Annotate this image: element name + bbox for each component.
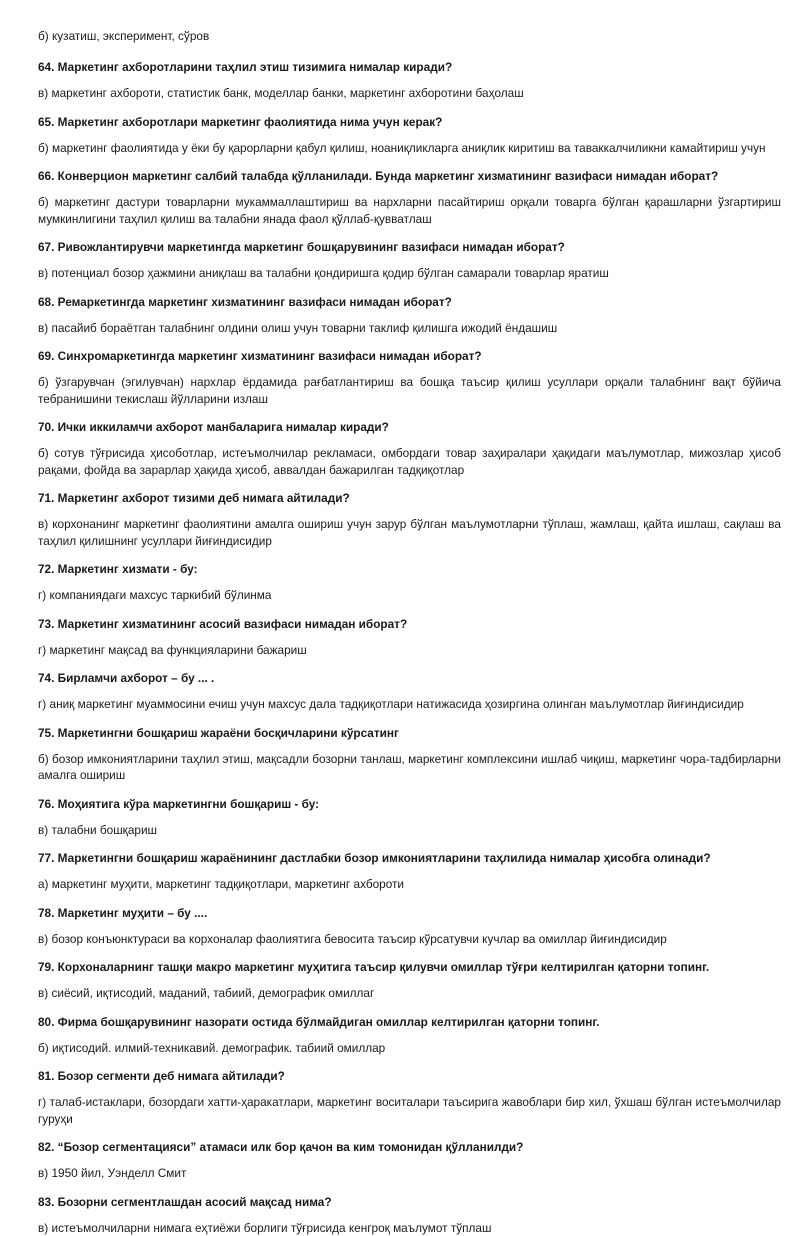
answer-text: б) маркетинг фаолиятида у ёки бу қарорларни қабул қилиш, ноаниқликларга аниқлик киритиш ва таваккалчиликни камайтириш учун	[38, 140, 781, 157]
qa-item	[38, 851, 781, 893]
question-text: 83. Бозорни сегментлашдан асосий мақсад нима?	[38, 1195, 781, 1210]
answer-text: б) маркетинг дастури товарларни мукаммаллаштириш ва нархларни пасайтириш орқали товарга бўлган қарашларни ўзгартириш мумкинлигини таҳлил қилиш ва талабни янада фаол қўллаб-қувватлаш	[38, 194, 781, 227]
answer-text: а) маркетинг муҳити, маркетинг тадқиқотлари, маркетинг ахбороти	[38, 876, 781, 893]
qa-item	[38, 60, 781, 102]
question-text: 76. Моҳиятига кўра маркетингни бошқариш - бу:	[38, 797, 781, 812]
qa-item	[38, 960, 781, 1002]
answer-text: в) 1950 йил, Уэнделл Смит	[38, 1165, 781, 1182]
question-text: 69. Синхромаркетингда маркетинг хизматининг вазифаси нимадан иборат?	[38, 349, 781, 364]
answer-text: г) компаниядаги махсус таркибий бўлинма	[38, 587, 781, 604]
question-text: 81. Бозор сегменти деб нимага айтилади?	[38, 1069, 781, 1084]
qa-item	[38, 295, 781, 337]
question-text: 74. Бирламчи ахборот – бу ... .	[38, 671, 781, 686]
qa-item	[38, 797, 781, 839]
answer-text: г) аниқ маркетинг муаммосини ечиш учун махсус дала тадқиқотлари натижасида ҳозиргина олинган маълумотлар йиғиндисидир	[38, 696, 781, 713]
question-text: 73. Маркетинг хизматининг асосий вазифаси нимадан иборат?	[38, 617, 781, 632]
answer-text: в) истеъмолчиларни нимага еҳтиёжи борлиги тўғрисида кенгроқ маълумот тўплаш	[38, 1220, 781, 1236]
qa-item	[38, 906, 781, 948]
question-text: 71. Маркетинг ахборот тизими деб нимага айтилади?	[38, 491, 781, 506]
question-text: 79. Корхоналарнинг ташқи макро маркетинг муҳитига таъсир қилувчи омиллар тўғри келтирилган қаторни топинг.	[38, 960, 781, 975]
answer-text: в) сиёсий, иқтисодий, маданий, табиий, демографик омиллаг	[38, 985, 781, 1002]
question-text: 77. Маркетингни бошқариш жараёнининг дастлабки бозор имкониятларини таҳлилида нималар ҳисобга олинади?	[38, 851, 781, 866]
question-text: 78. Маркетинг муҳити – бу ....	[38, 906, 781, 921]
qa-item	[38, 349, 781, 407]
question-text: 80. Фирма бошқарувининг назорати остида бўлмайдиган омиллар келтирилган қаторни топинг.	[38, 1015, 781, 1030]
qa-item	[38, 240, 781, 282]
answer-text: в) бозор конъюнктураси ва корхоналар фаолиятига бевосита таъсир кўрсатувчи кучлар ва омиллар йиғиндисидир	[38, 931, 781, 948]
qa-item	[38, 671, 781, 713]
answer-text: б) бозор имкониятларини таҳлил этиш, мақсадли бозорни танлаш, маркетинг комплексини ишлаб чиқиш, маркетинг чора-тадбирларни амалга ошириш	[38, 751, 781, 784]
answer-text: г) маркетинг мақсад ва функцияларини бажариш	[38, 642, 781, 659]
qa-item	[38, 562, 781, 604]
qa-item	[38, 726, 781, 784]
answer-text: в) пасайиб бораётган талабнинг олдини олиш учун товарни таклиф қилишга ижодий ёндашиш	[38, 320, 781, 337]
question-text: 75. Маркетингни бошқариш жараёни босқичларини кўрсатинг	[38, 726, 781, 741]
question-text: 67. Ривожлантирувчи маркетингда маркетинг бошқарувининг вазифаси нимадан иборат?	[38, 240, 781, 255]
answer-text: в) корхонанинг маркетинг фаолиятини амалга ошириш учун зарур бўлган маълумотларни тўплаш, жамлаш, қайта ишлаш, сақлаш ва таҳлил қилишнинг усуллари йиғиндисидир	[38, 516, 781, 549]
question-text: 64. Маркетинг ахборотларини таҳлил этиш тизимига нималар киради?	[38, 60, 781, 75]
answer-text: г) талаб-истаклари, бозордаги хатти-ҳаракатлари, маркетинг воситалари таъсирига жавоблари бир хил, ўхшаш бўлган истеъмолчилар гуруҳи	[38, 1094, 781, 1127]
qa-item	[38, 169, 781, 227]
document-page	[38, 0, 781, 1236]
answer-text: б) иқтисодий. илмий-техникавий. демографик. табиий омиллар	[38, 1040, 781, 1057]
qa-item	[38, 1015, 781, 1057]
answer-text: б) кузатиш, эксперимент, сўров	[38, 29, 781, 44]
question-text: 66. Конверцион маркетинг салбий талабда қўлланилади. Бунда маркетинг хизматининг вазифаси нимадан иборат?	[38, 169, 781, 184]
question-text: 65. Маркетинг ахборотлари маркетинг фаолиятида нима учун керак?	[38, 115, 781, 130]
answer-text: в) талабни бошқариш	[38, 822, 781, 839]
question-text: 68. Ремаркетингда маркетинг хизматининг вазифаси нимадан иборат?	[38, 295, 781, 310]
answer-text: в) потенциал бозор ҳажмини аниқлаш ва талабни қондиришга қодир бўлган самарали товарлар яратиш	[38, 265, 781, 282]
qa-item	[38, 1069, 781, 1127]
qa-item	[38, 617, 781, 659]
qa-item	[38, 1140, 781, 1182]
question-text: 70. Ички иккиламчи ахборот манбаларига нималар киради?	[38, 420, 781, 435]
answer-text: б) сотув тўғрисида ҳисоботлар, истеъмолчилар рекламаси, омбордаги товар заҳиралари ҳақидаги маълумотлар, мижозлар ҳисоб рақами, фойда ва зарарлар ҳақида ҳисоб, аввалдан бажарилган тадқиқотлар	[38, 445, 781, 478]
qa-item	[38, 491, 781, 549]
qa-item	[38, 1195, 781, 1236]
qa-item	[38, 420, 781, 478]
question-text: 82. “Бозор сегментацияси” атамаси илк бор қачон ва ким томонидан қўлланилди?	[38, 1140, 781, 1155]
qa-item	[38, 115, 781, 157]
answer-text: в) маркетинг ахбороти, статистик банк, моделлар банки, маркетинг ахборотини баҳолаш	[38, 85, 781, 102]
qa-list	[38, 60, 781, 1236]
answer-text: б) ўзгарувчан (эгилувчан) нархлар ёрдамида рағбатлантириш ва бошқа таъсир қилиш усуллари орқали талабнинг вақт бўйича тебранишини текислаш йўлларини излаш	[38, 374, 781, 407]
question-text: 72. Маркетинг хизмати - бу:	[38, 562, 781, 577]
